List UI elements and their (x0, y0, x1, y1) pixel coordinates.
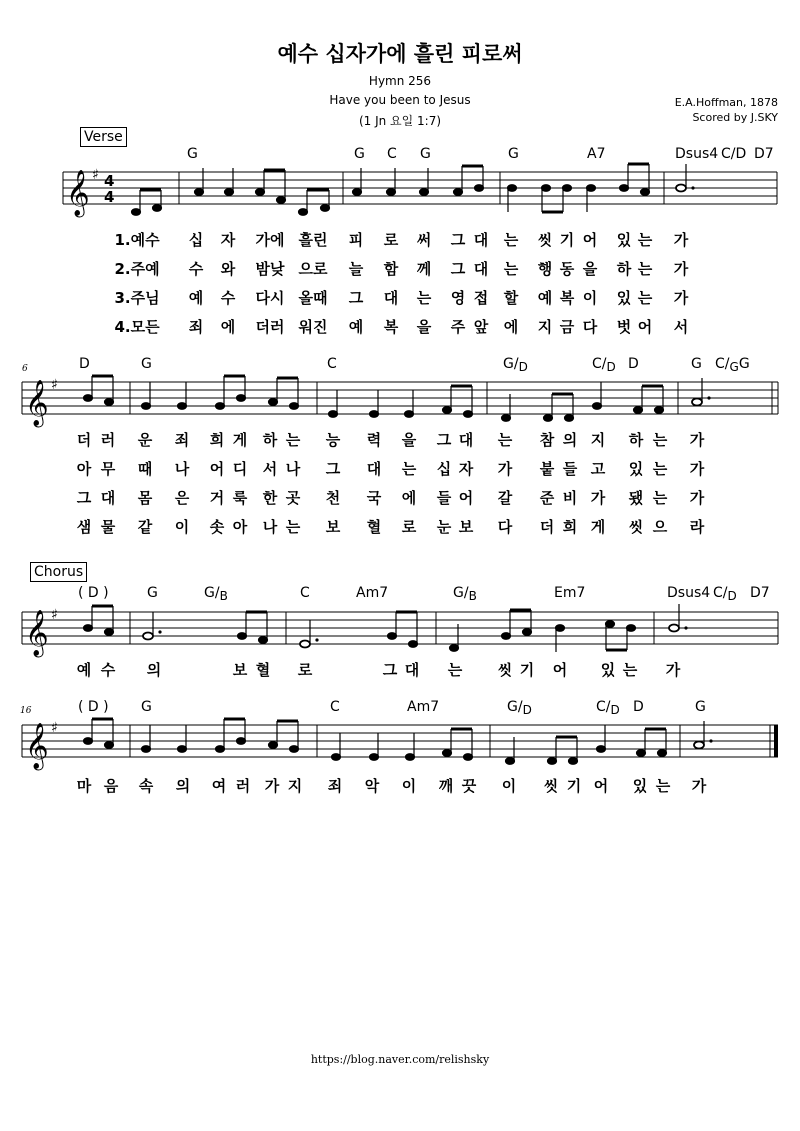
lyric-syllable: 솟 (209, 518, 225, 536)
lyric-syllable: 끗 (461, 777, 477, 795)
lyric-syllable: 로 (297, 661, 313, 679)
lyric-syllable: 기 (519, 661, 535, 679)
lyric-syllable: 있 (628, 460, 644, 478)
lyric-syllable: 는 (497, 431, 513, 449)
lyric-syllable: 있 (616, 231, 632, 249)
chord: ( D ) (78, 699, 109, 715)
lyric-syllable: 할 (503, 289, 519, 307)
lyric-syllable: 국 (366, 489, 382, 507)
chord: $C/_GG$ (715, 356, 750, 374)
chord: G (187, 146, 198, 162)
lyric-syllable: 어 (552, 661, 568, 679)
chord: $G/_B$ (204, 585, 228, 603)
lyric-syllable: 에 (220, 318, 236, 336)
svg-text:♯: ♯ (92, 167, 99, 183)
lyric-syllable: 하 (616, 260, 632, 278)
chord: G (695, 699, 706, 715)
lyric-syllable: 나 (285, 460, 301, 478)
chord: G (354, 146, 365, 162)
lyric-syllable: 금 (559, 318, 575, 336)
lyric-syllable: 는 (652, 431, 668, 449)
scripture-reference: (1 Jn 요일 1:7) (358, 114, 442, 128)
chord: Dsus4 (667, 585, 711, 601)
lyric-syllable: 서 (262, 460, 278, 478)
hymn-number: Hymn 256 (368, 74, 432, 88)
lyric-syllable: 수 (220, 289, 236, 307)
lyric-syllable: 한 (262, 489, 278, 507)
lyric-syllable: 깨 (438, 777, 454, 795)
lyric-syllable: 죄 (327, 777, 343, 795)
lyric-syllable: 대 (458, 431, 474, 449)
lyric-syllable: 게 (232, 431, 248, 449)
chord: C/D (721, 146, 747, 162)
lyric-syllable: 들 (436, 489, 452, 507)
lyric-syllable: 혈 (255, 661, 271, 679)
staff-system-1 (0, 150, 800, 230)
lyric-syllable: 다 (582, 318, 598, 336)
lyric-syllable: 몸 (137, 489, 153, 507)
lyric-syllable: 그 (450, 231, 466, 249)
lyric-syllable: 대 (366, 460, 382, 478)
lyric-syllable: 지 (537, 318, 553, 336)
lyric-syllable: 의 (175, 777, 191, 795)
chord: ( D ) (78, 585, 109, 601)
lyric-syllable: 대 (473, 260, 489, 278)
lyric-syllable: 하 (628, 431, 644, 449)
chord: G (147, 585, 158, 601)
lyric-syllable: 가 (673, 260, 689, 278)
lyric-syllable: 그 (325, 460, 341, 478)
lyric-syllable: 가 (689, 460, 705, 478)
chord: G (141, 699, 152, 715)
lyric-syllable: 예 (348, 318, 364, 336)
chord: G (420, 146, 431, 162)
lyric-syllable: 2.주예 (114, 260, 160, 278)
lyric-syllable: 을 (416, 318, 432, 336)
chord: C (300, 585, 310, 601)
lyric-syllable: 대 (383, 289, 399, 307)
lyric-syllable: 대 (404, 661, 420, 679)
lyric-syllable: 다시 (255, 289, 285, 307)
lyric-syllable: 서 (673, 318, 689, 336)
lyric-syllable: 으로 (298, 260, 328, 278)
lyric-syllable: 가 (590, 489, 606, 507)
lyric-syllable: 가 (689, 489, 705, 507)
chord: D7 (754, 146, 774, 162)
lyric-line (0, 487, 800, 507)
lyric-syllable: 워진 (298, 318, 328, 336)
lyric-syllable: 의 (146, 661, 162, 679)
chord: D (628, 356, 639, 372)
lyric-syllable: 와 (220, 260, 236, 278)
lyric-syllable: 지 (287, 777, 303, 795)
lyric-syllable: 주 (450, 318, 466, 336)
lyric-syllable: 다 (497, 518, 513, 536)
lyric-syllable: 됐 (628, 489, 644, 507)
lyric-syllable: 앞 (473, 318, 489, 336)
lyric-syllable: 희 (209, 431, 225, 449)
chord: Em7 (554, 585, 586, 601)
lyric-syllable: 어 (637, 318, 653, 336)
lyric-syllable: 이 (174, 518, 190, 536)
lyric-syllable: 기 (559, 231, 575, 249)
lyric-syllable: 예 (537, 289, 553, 307)
lyric-syllable: 접 (473, 289, 489, 307)
lyric-syllable: 있 (616, 289, 632, 307)
chord: $C/_D$ (596, 699, 620, 717)
lyric-syllable: 는 (447, 661, 463, 679)
lyric-line (0, 229, 800, 249)
lyric-syllable: 늘 (348, 260, 364, 278)
lyric-syllable: 보 (232, 661, 248, 679)
lyric-syllable: 예 (188, 289, 204, 307)
lyric-syllable: 디 (232, 460, 248, 478)
lyric-syllable: 그 (76, 489, 92, 507)
lyric-syllable: 곳 (285, 489, 301, 507)
lyric-syllable: 같 (137, 518, 153, 536)
lyric-syllable: 속 (138, 777, 154, 795)
lyric-syllable: 있 (600, 661, 616, 679)
lyric-syllable: 으 (652, 518, 668, 536)
lyric-syllable: 비 (562, 489, 578, 507)
arranger-credit: Scored by J.SKY (692, 111, 778, 124)
lyric-syllable: 는 (637, 231, 653, 249)
lyric-line (0, 516, 800, 536)
lyric-syllable: 올때 (298, 289, 328, 307)
lyric-syllable: 이 (582, 289, 598, 307)
lyric-syllable: 준 (539, 489, 555, 507)
lyric-line (0, 258, 800, 278)
measure-number: 6 (22, 364, 28, 374)
lyric-syllable: 혈 (366, 518, 382, 536)
lyric-syllable: 께 (416, 260, 432, 278)
lyric-syllable: 는 (655, 777, 671, 795)
lyric-syllable: 써 (416, 231, 432, 249)
hymn-title: 예수 십자가에 흘린 피로써 (277, 42, 523, 66)
chord: G (141, 356, 152, 372)
chord: D7 (750, 585, 770, 601)
lyric-syllable: 함 (383, 260, 399, 278)
lyric-syllable: 영 (450, 289, 466, 307)
lyric-syllable: 악 (364, 777, 380, 795)
lyric-syllable: 흘린 (298, 231, 328, 249)
chord: $C/_D$ (713, 585, 737, 603)
lyric-syllable: 대 (100, 489, 116, 507)
lyric-syllable: 더 (76, 431, 92, 449)
lyric-syllable: 게 (590, 518, 606, 536)
lyric-syllable: 보 (458, 518, 474, 536)
lyric-syllable: 4.모든 (114, 318, 160, 336)
svg-text:♯: ♯ (51, 607, 58, 623)
lyric-syllable: 음 (103, 777, 119, 795)
lyric-syllable: 을 (582, 260, 598, 278)
svg-text:4: 4 (104, 188, 115, 206)
lyric-syllable: 3.주님 (114, 289, 160, 307)
lyric-syllable: 능 (325, 431, 341, 449)
svg-text:𝄞: 𝄞 (66, 170, 90, 216)
lyric-syllable: 수 (188, 260, 204, 278)
lyric-syllable: 는 (416, 289, 432, 307)
chord: D (79, 356, 90, 372)
lyric-line (0, 659, 800, 679)
lyric-syllable: 는 (637, 260, 653, 278)
lyric-syllable: 때 (137, 460, 153, 478)
lyric-syllable: 어 (582, 231, 598, 249)
svg-text:𝄞: 𝄞 (25, 380, 49, 426)
lyric-syllable: 가 (673, 289, 689, 307)
verse-section-label: Verse (80, 127, 127, 147)
chord: C (387, 146, 397, 162)
chord: C (330, 699, 340, 715)
lyric-line (0, 458, 800, 478)
lyric-syllable: 는 (622, 661, 638, 679)
chord: D (633, 699, 644, 715)
lyric-syllable: 가 (665, 661, 681, 679)
lyric-syllable: 가 (673, 231, 689, 249)
lyric-syllable: 은 (174, 489, 190, 507)
lyric-syllable: 수 (100, 661, 116, 679)
lyric-syllable: 피 (348, 231, 364, 249)
chord: Dsus4 (675, 146, 719, 162)
staff-system-2 (0, 360, 800, 440)
lyric-syllable: 죄 (174, 431, 190, 449)
lyric-syllable: 갈 (497, 489, 513, 507)
chord: $G/_B$ (453, 585, 477, 603)
lyric-syllable: 에 (503, 318, 519, 336)
lyric-syllable: 더러 (255, 318, 285, 336)
lyric-syllable: 룩 (232, 489, 248, 507)
lyric-line (0, 287, 800, 307)
chord: A7 (587, 146, 606, 162)
footer-url: https://blog.naver.com/relishsky (310, 1053, 490, 1066)
lyric-syllable: 러 (100, 431, 116, 449)
lyric-syllable: 벗 (616, 318, 632, 336)
lyric-syllable: 는 (285, 518, 301, 536)
lyric-syllable: 의 (562, 431, 578, 449)
lyric-line (0, 429, 800, 449)
svg-text:𝄞: 𝄞 (25, 610, 49, 656)
lyric-syllable: 밤낮 (255, 260, 285, 278)
lyric-line (0, 775, 800, 795)
lyric-syllable: 로 (383, 231, 399, 249)
lyric-syllable: 라 (689, 518, 705, 536)
chord: $C/_D$ (592, 356, 616, 374)
lyric-syllable: 죄 (188, 318, 204, 336)
lyric-line (0, 316, 800, 336)
lyric-syllable: 에 (401, 489, 417, 507)
chord: G (508, 146, 519, 162)
lyric-syllable: 씻 (543, 777, 559, 795)
lyric-syllable: 는 (503, 231, 519, 249)
lyric-syllable: 력 (366, 431, 382, 449)
lyric-syllable: 그 (450, 260, 466, 278)
chord: $G/_D$ (507, 699, 532, 717)
lyric-syllable: 자 (458, 460, 474, 478)
staff-system-4 (0, 703, 800, 783)
lyric-syllable: 어 (209, 460, 225, 478)
lyric-syllable: 는 (652, 489, 668, 507)
lyric-syllable: 로 (401, 518, 417, 536)
lyric-syllable: 들 (562, 460, 578, 478)
lyric-syllable: 아 (232, 518, 248, 536)
lyric-syllable: 자 (220, 231, 236, 249)
lyric-syllable: 는 (285, 431, 301, 449)
chord: Am7 (407, 699, 440, 715)
lyric-syllable: 눈 (436, 518, 452, 536)
lyric-syllable: 가 (689, 431, 705, 449)
chord: $G/_D$ (503, 356, 528, 374)
chord: Am7 (356, 585, 389, 601)
lyric-syllable: 는 (401, 460, 417, 478)
lyric-syllable: 러 (235, 777, 251, 795)
english-title: Have you been to Jesus (329, 93, 471, 107)
chord: G (691, 356, 702, 372)
lyric-syllable: 희 (562, 518, 578, 536)
lyric-syllable: 복 (383, 318, 399, 336)
lyric-syllable: 는 (652, 460, 668, 478)
lyric-syllable: 는 (637, 289, 653, 307)
lyric-syllable: 물 (100, 518, 116, 536)
lyric-syllable: 씻 (497, 661, 513, 679)
chord: C (327, 356, 337, 372)
lyric-syllable: 천 (325, 489, 341, 507)
lyric-syllable: 행 (537, 260, 553, 278)
lyric-syllable: 복 (559, 289, 575, 307)
lyric-syllable: 붙 (539, 460, 555, 478)
lyric-syllable: 더 (539, 518, 555, 536)
lyric-syllable: 는 (503, 260, 519, 278)
lyric-syllable: 어 (458, 489, 474, 507)
lyric-syllable: 대 (473, 231, 489, 249)
lyric-syllable: 이 (501, 777, 517, 795)
lyric-syllable: 나 (174, 460, 190, 478)
lyric-syllable: 가에 (255, 231, 285, 249)
lyric-syllable: 그 (436, 431, 452, 449)
lyric-syllable: 동 (559, 260, 575, 278)
lyric-syllable: 가 (264, 777, 280, 795)
lyric-syllable: 가 (691, 777, 707, 795)
lyric-syllable: 있 (632, 777, 648, 795)
lyric-syllable: 무 (100, 460, 116, 478)
svg-text:𝄞: 𝄞 (25, 723, 49, 769)
staff-system-3 (0, 590, 800, 670)
lyric-syllable: 보 (325, 518, 341, 536)
lyric-syllable: 거 (209, 489, 225, 507)
svg-text:♯: ♯ (51, 720, 58, 736)
lyric-syllable: 예 (76, 661, 92, 679)
lyric-syllable: 참 (539, 431, 555, 449)
lyric-syllable: 씻 (537, 231, 553, 249)
svg-text:4: 4 (104, 172, 115, 190)
lyric-syllable: 운 (137, 431, 153, 449)
lyric-syllable: 씻 (628, 518, 644, 536)
lyric-syllable: 고 (590, 460, 606, 478)
lyric-syllable: 어 (593, 777, 609, 795)
lyric-syllable: 그 (348, 289, 364, 307)
lyric-syllable: 기 (566, 777, 582, 795)
lyric-syllable: 아 (76, 460, 92, 478)
measure-number: 16 (20, 706, 32, 716)
lyric-syllable: 지 (590, 431, 606, 449)
composer-credit: E.A.Hoffman, 1878 (674, 96, 778, 109)
lyric-syllable: 마 (76, 777, 92, 795)
lyric-syllable: 나 (262, 518, 278, 536)
svg-text:♯: ♯ (51, 377, 58, 393)
lyric-syllable: 1.예수 (114, 231, 160, 249)
lyric-syllable: 샘 (76, 518, 92, 536)
lyric-syllable: 을 (401, 431, 417, 449)
lyric-syllable: 이 (401, 777, 417, 795)
lyric-syllable: 여 (211, 777, 227, 795)
lyric-syllable: 가 (497, 460, 513, 478)
lyric-syllable: 십 (188, 231, 204, 249)
chorus-section-label: Chorus (30, 562, 87, 582)
lyric-syllable: 십 (436, 460, 452, 478)
lyric-syllable: 그 (382, 661, 398, 679)
lyric-syllable: 하 (262, 431, 278, 449)
